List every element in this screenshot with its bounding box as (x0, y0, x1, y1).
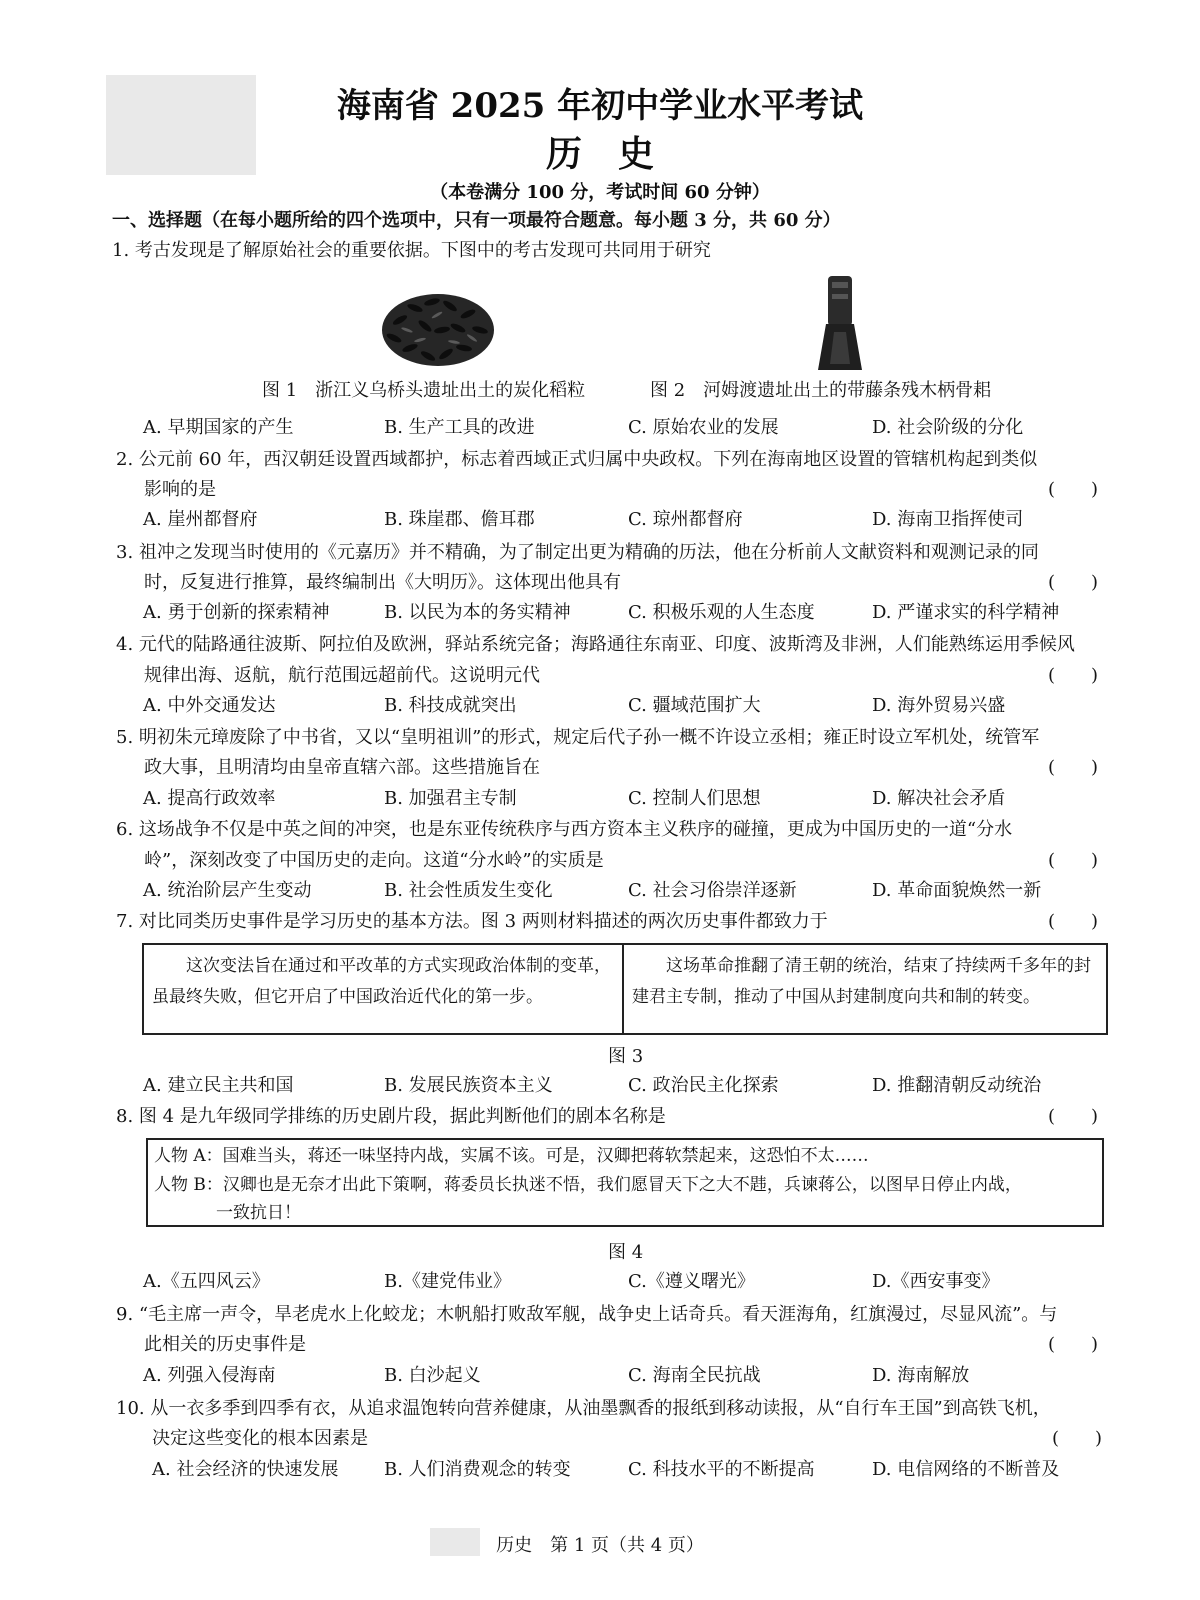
q9-answer-paren[interactable]: ( ) (1048, 1334, 1099, 1355)
q6-option-c[interactable]: C. 社会习俗崇洋逐新 (628, 880, 797, 901)
exam-title: 海南省 2025 年初中学业水平考试 (336, 86, 864, 126)
q4-option-d[interactable]: D. 海外贸易兴盛 (872, 695, 1006, 716)
figure4-dialogue-b-cont: 一致抗日！ (216, 1203, 301, 1223)
figure4-dialogue-b: 人物 B：汉卿也是无奈才出此下策啊，蒋委员长执迷不悟，我们愿冒天下之大不韪，兵谏蒋公，以图早日停止内战， (154, 1175, 1022, 1195)
q2-option-d[interactable]: D. 海南卫指挥使司 (872, 509, 1024, 530)
q9-stem-line2: 此相关的历史事件是 (144, 1334, 306, 1355)
q2-option-b[interactable]: B. 珠崖郡、儋耳郡 (384, 509, 535, 530)
q2-option-a[interactable]: A. 崖州都督府 (143, 509, 258, 530)
q8-option-a[interactable]: A.《五四风云》 (143, 1271, 270, 1292)
figure1-caption: 图 1 浙江义乌桥头遗址出土的炭化稻粒 (262, 380, 586, 401)
q3-option-c[interactable]: C. 积极乐观的人生态度 (628, 602, 815, 623)
figure2-caption: 图 2 河姆渡遗址出土的带藤条残木柄骨耜 (650, 380, 992, 401)
q5-stem-line1: 5. 明初朱元璋废除了中书省，又以“皇明祖训”的形式，规定后代子孙一概不许设立丞相；雍正时设立军机处，统管军 (116, 727, 1040, 748)
q9-stem-line1: 9. “毛主席一声令，旱老虎水上化蛟龙；木帆船打败敌军舰，战争史上话奇兵。看天涯海角，红旗漫过，尽显风流”。与 (116, 1304, 1058, 1325)
q8-option-c[interactable]: C.《遵义曙光》 (628, 1271, 755, 1292)
q7-option-b[interactable]: B. 发展民族资本主义 (384, 1075, 553, 1096)
q4-stem-line1: 4. 元代的陆路通往波斯、阿拉伯及欧洲，驿站系统完备；海路通往东南亚、印度、波斯湾及非洲，人们能熟练运用季候风 (116, 634, 1075, 655)
q7-option-d[interactable]: D. 推翻清朝反动统治 (872, 1075, 1042, 1096)
subject-title: 历 史 (545, 133, 654, 175)
rice-grains-illustration (380, 290, 496, 370)
q9-option-c[interactable]: C. 海南全民抗战 (628, 1365, 761, 1386)
q10-option-c[interactable]: C. 科技水平的不断提高 (628, 1459, 815, 1480)
q9-option-d[interactable]: D. 海南解放 (872, 1365, 970, 1386)
q5-option-b[interactable]: B. 加强君主专制 (384, 788, 517, 809)
figure3-caption: 图 3 (608, 1046, 644, 1067)
q9-option-b[interactable]: B. 白沙起义 (384, 1365, 481, 1386)
figure4-dialogue-a: 人物 A：国难当头，蒋还一味坚持内战，实属不该。可是，汉卿把蒋软禁起来，这恐怕不太…… (154, 1146, 869, 1166)
q2-stem-line2: 影响的是 (144, 479, 216, 500)
q6-answer-paren[interactable]: ( ) (1048, 850, 1099, 871)
figure3-material-box (142, 943, 1108, 1035)
q2-answer-paren[interactable]: ( ) (1048, 479, 1099, 500)
q10-option-a[interactable]: A. 社会经济的快速发展 (152, 1459, 339, 1480)
q10-answer-paren[interactable]: ( ) (1052, 1428, 1103, 1449)
q4-stem-line2: 规律出海、返航，航行范围远超前代。这说明元代 (144, 665, 540, 686)
q10-stem-line2: 决定这些变化的根本因素是 (152, 1428, 368, 1449)
q2-stem-line1: 2. 公元前 60 年，西汉朝廷设置西域都护，标志着西域正式归属中央政权。下列在海南地区设置的管辖机构起到类似 (116, 449, 1038, 470)
q8-option-d[interactable]: D.《西安事变》 (872, 1271, 1000, 1292)
q6-stem-line1: 6. 这场战争不仅是中英之间的冲突，也是东亚传统秩序与西方资本主义秩序的碰撞，更成为中国历史的一道“分水 (116, 819, 1013, 840)
q8-answer-paren[interactable]: ( ) (1048, 1106, 1099, 1127)
q1-option-c[interactable]: C. 原始农业的发展 (628, 417, 779, 438)
section-heading: 一、选择题（在每小题所给的四个选项中，只有一项最符合题意。每小题 3 分，共 60 分） (112, 210, 841, 231)
q7-option-a[interactable]: A. 建立民主共和国 (143, 1075, 294, 1096)
q3-option-b[interactable]: B. 以民为本的务实精神 (384, 602, 571, 623)
q10-stem-line1: 10. 从一衣多季到四季有衣，从追求温饱转向营养健康，从油墨飘香的报纸到移动读报，从“自行车王国”到高铁飞机， (116, 1398, 1051, 1419)
q4-option-a[interactable]: A. 中外交通发达 (143, 695, 276, 716)
q6-option-a[interactable]: A. 统治阶层产生变动 (143, 880, 312, 901)
q1-stem: 1. 考古发现是了解原始社会的重要依据。下图中的考古发现可共同用于研究 (112, 240, 711, 261)
q8-stem: 8. 图 4 是九年级同学排练的历史剧片段，据此判断他们的剧本名称是 (116, 1106, 666, 1127)
q10-option-b[interactable]: B. 人们消费观念的转变 (384, 1459, 571, 1480)
q5-option-a[interactable]: A. 提高行政效率 (143, 788, 276, 809)
q5-option-d[interactable]: D. 解决社会矛盾 (872, 788, 1006, 809)
q7-stem: 7. 对比同类历史事件是学习历史的基本方法。图 3 两则材料描述的两次历史事件都致力于 (116, 911, 828, 932)
bone-spade-image (812, 274, 868, 374)
q7-option-c[interactable]: C. 政治民主化探索 (628, 1075, 779, 1096)
q4-option-b[interactable]: B. 科技成就突出 (384, 695, 517, 716)
q3-option-d[interactable]: D. 严谨求实的科学精神 (872, 602, 1060, 623)
figure3-material-reform: 这次变法旨在通过和平改革的方式实现政治体制的变革，虽最终失败，但它开启了中国政治近代化的第一步。 (144, 945, 624, 1033)
q5-stem-line2: 政大事，且明清均由皇帝直辖六部。这些措施旨在 (144, 757, 540, 778)
q3-answer-paren[interactable]: ( ) (1048, 572, 1099, 593)
figure3-material-revolution: 这场革命推翻了清王朝的统治，结束了持续两千多年的封建君主专制，推动了中国从封建制度向共和制的转变。 (632, 956, 1091, 1007)
q6-option-d[interactable]: D. 革命面貌焕然一新 (872, 880, 1042, 901)
q3-option-a[interactable]: A. 勇于创新的探索精神 (143, 602, 330, 623)
figure4-caption: 图 4 (608, 1242, 644, 1263)
q9-option-a[interactable]: A. 列强入侵海南 (143, 1365, 276, 1386)
page-footer: 历史 第 1 页（共 4 页） (496, 1535, 704, 1556)
exam-info: （本卷满分 100 分，考试时间 60 分钟） (430, 182, 770, 203)
rice-grains-image (380, 290, 496, 370)
q10-option-d[interactable]: D. 电信网络的不断普及 (872, 1459, 1060, 1480)
figure4-dialogue-box (146, 1138, 1104, 1227)
q1-option-d[interactable]: D. 社会阶级的分化 (872, 417, 1024, 438)
q3-stem-line1: 3. 祖冲之发现当时使用的《元嘉历》并不精确，为了制定出更为精确的历法，他在分析前人文献资料和观测记录的同 (116, 542, 1039, 563)
q7-answer-paren[interactable]: ( ) (1048, 911, 1099, 932)
q5-option-c[interactable]: C. 控制人们思想 (628, 788, 761, 809)
q1-option-b[interactable]: B. 生产工具的改进 (384, 417, 535, 438)
q2-option-c[interactable]: C. 琼州都督府 (628, 509, 743, 530)
q8-option-b[interactable]: B.《建党伟业》 (384, 1271, 511, 1292)
q3-stem-line2: 时，反复进行推算，最终编制出《大明历》。这体现出他具有 (144, 572, 621, 593)
q6-option-b[interactable]: B. 社会性质发生变化 (384, 880, 553, 901)
q5-answer-paren[interactable]: ( ) (1048, 757, 1099, 778)
q6-stem-line2: 岭”，深刻改变了中国历史的走向。这道“分水岭”的实质是 (144, 850, 604, 871)
q4-option-c[interactable]: C. 疆域范围扩大 (628, 695, 761, 716)
q4-answer-paren[interactable]: ( ) (1048, 665, 1099, 686)
bone-spade-illustration (812, 274, 868, 374)
q1-option-a[interactable]: A. 早期国家的产生 (143, 417, 294, 438)
